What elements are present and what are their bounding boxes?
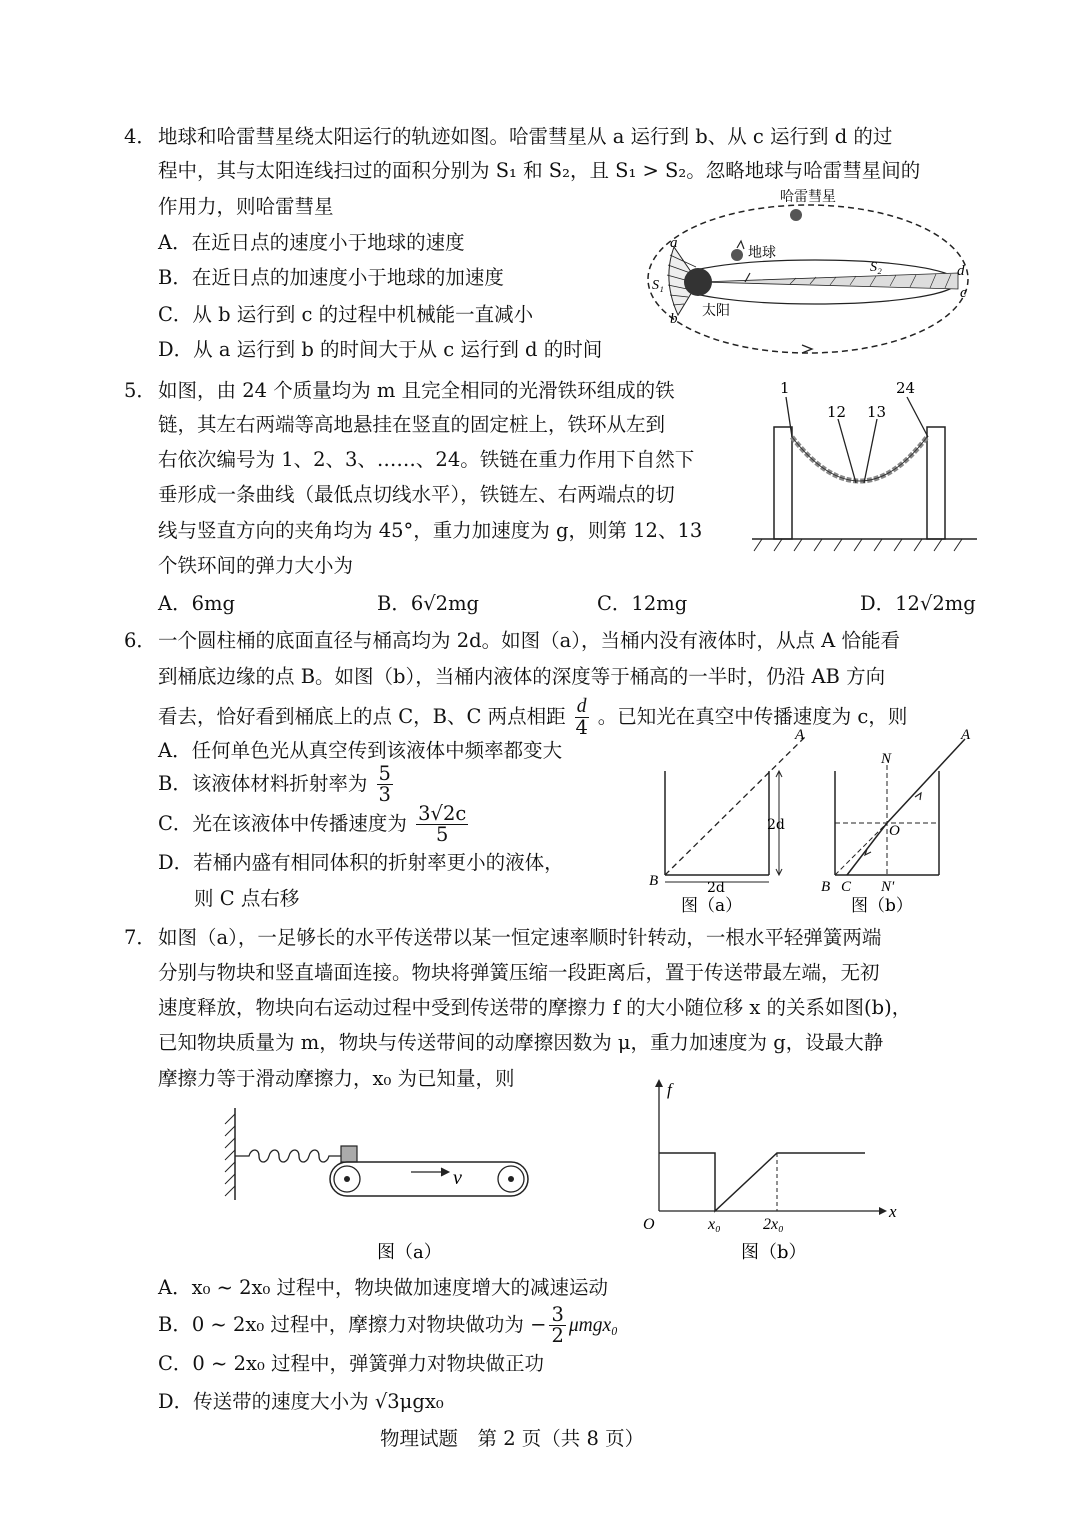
q7-option-a: A．x₀ ~ 2x₀ 过程中，物块做加速度增大的减速运动 [158,1276,609,1299]
q6-stem-line1: 一个圆柱桶的底面直径与桶高均为 2d。如图（a），当桶内没有液体时，从点 A 恰能看 [158,629,900,652]
q6b-label-n: N [881,751,892,767]
q7-option-b-fraction [549,1305,565,1346]
q7-fig-a-caption: 图（a） [377,1242,442,1263]
q6-option-a: A．任何单色光从真空传到该液体中频率都变大 [158,739,563,762]
comet-icon [790,209,802,221]
q6-option-b [158,764,396,805]
q6-option-c [158,804,471,845]
q7-option-b-post: μmgx₀ [568,1315,618,1336]
q7-label-f: f [667,1080,672,1099]
q4-orbit-figure [640,185,980,360]
q5-option-b: B．6√2mg [377,592,480,615]
q7-option-c: C．0 ~ 2x₀ 过程中，弹簧弹力对物块做正功 [158,1352,544,1375]
q4-stem-line1: 地球和哈雷彗星绕太阳运行的轨迹如图。哈雷彗星从 a 运行到 b、从 c 运行到 d 的过 [158,125,893,148]
q7-stem-line2: 分别与物块和竖直墙面连接。物块将弹簧压缩一段距离后，置于传送带最左端，无初 [158,961,880,984]
q7-label-o: O [643,1216,655,1233]
q7-friction-curve [659,1153,865,1211]
q6b-label-b: B [821,879,831,895]
q5-option-a: A．6mg [158,592,235,615]
q5-stem-line5: 线与竖直方向的夹角均为 45°，重力加速度为 g，则第 12、13 [158,519,703,542]
q6b-label-c: C [841,879,852,895]
q5-stem-line4: 垂形成一条曲线（最低点切线水平），铁链左、右两端点的切 [158,483,675,506]
q6-option-d-line2: 则 C 点右移 [194,887,300,910]
q7-stem-line5: 摩擦力等于滑动摩擦力，x₀ 为已知量，则 [158,1067,515,1090]
q5-label-24: 24 [896,379,916,397]
q6-line3-fraction [575,697,589,738]
q6b-label-a: A [961,727,971,743]
q4-option-c: C．从 b 运行到 c 的过程中机械能一直减小 [158,303,534,326]
q7-stem-line3: 速度释放，物块向右运动过程中受到传送带的摩擦力 f 的大小随位移 x 的关系如图(b)， [158,996,912,1019]
q7-b-den: 2 [551,1324,564,1347]
q4-label-earth: 地球 [748,245,776,261]
q7-figure-a [215,1108,535,1268]
q4-label-s2: S₂ [870,260,882,275]
q6a-label-w: 2d [707,880,725,896]
q6-figure-b [815,725,985,920]
q6-stem-line2: 到桶底边缘的点 B。如图（b），当桶内液体的深度等于桶高的一半时，仍沿 AB 方向 [158,665,886,688]
q4-label-a: a [670,235,678,251]
q6-option-b-pre: B．该液体材料折射率为 [158,772,368,795]
q7-stem-line4: 已知物块质量为 m，物块与传送带间的动摩擦因数为 μ，重力加速度为 g，设最大静 [158,1031,884,1054]
q7-option-b [158,1305,618,1346]
q6-b-den: 3 [378,783,391,806]
q5-stem-line1: 如图，由 24 个质量均为 m 且完全相同的光滑铁环组成的铁 [158,379,675,402]
q7-label-x: x [889,1202,897,1221]
q7-stem-line1: 如图（a），一足够长的水平传送带以某一恒定速率顺时针转动，一根水平轻弹簧两端 [158,926,882,949]
q6a-label-a: A [795,727,805,743]
q6-line3-pre: 看去，恰好看到桶底上的点 C，B、C 两点相距 [158,705,566,728]
q4-option-d: D．从 a 运行到 b 的时间大于从 c 运行到 d 的时间 [158,338,603,361]
q5-number: 5． [124,379,156,402]
q7-fig-b-caption: 图（b） [741,1242,807,1263]
q6-figure-a [645,725,805,920]
q5-stem-line2: 链，其左右两端等高地悬挂在竖直的固定桩上，铁环从左到 [158,413,666,436]
q7-label-x0: x₀ [708,1216,721,1233]
q6-option-c-fraction [416,804,468,845]
q6-fig-a-caption: 图（a） [681,896,743,916]
q6-frac-num: d [576,696,587,717]
q7-block [341,1146,357,1162]
q5-chain-figure [752,375,987,555]
q4-label-c: c [960,285,967,301]
q6-c-den: 5 [436,823,449,846]
q6b-label-o: O [889,823,900,839]
q7-option-b-pre: B．0 ~ 2x₀ 过程中，摩擦力对物块做功为 − [158,1313,547,1336]
q6-frac-den: 4 [575,716,588,739]
q6-fig-b-caption: 图（b） [851,896,913,916]
sun-icon [684,268,712,296]
q6-line3-post: 。已知光在真空中传播速度为 c，则 [597,705,908,728]
q7-figure-b [635,1075,910,1270]
q6-option-d-line1: D．若桶内盛有相同体积的折射率更小的液体， [158,851,564,874]
q4-stem-line2: 程中，其与太阳连线扫过的面积分别为 S₁ 和 S₂，且 S₁ > S₂。忽略地球与哈雷彗星间的 [158,159,921,182]
q6-number: 6． [124,629,156,652]
q7-b-num: 3 [551,1303,564,1326]
q7-option-d: D．传送带的速度大小为 √3μgx₀ [158,1390,444,1413]
earth-icon [731,249,743,261]
q7-number: 7． [124,926,156,949]
q5-label-13: 13 [867,403,887,421]
q6-c-num: 3√2c [418,802,467,825]
q5-option-c: C．12mg [597,592,688,615]
q6a-label-b: B [649,873,659,889]
q4-label-b: b [670,311,678,327]
q5-stem-line6: 个铁环间的弹力大小为 [158,554,354,577]
page-footer: 物理试题 第 2 页（共 8 页） [380,1427,645,1450]
q4-label-sun: 太阳 [702,303,730,319]
q6a-label-h: 2d [767,817,785,833]
q4-number: 4． [124,125,156,148]
q4-label-d: d [957,263,965,279]
q5-stem-line3: 右依次编号为 1、2、3、……、24。铁链在重力作用下自然下 [158,448,695,471]
q4-label-comet: 哈雷彗星 [780,189,836,205]
q4-stem-line3: 作用力，则哈雷彗星 [158,195,334,218]
q6-option-b-fraction [377,764,393,805]
q6-b-num: 5 [378,762,391,785]
q5-option-d: D．12√2mg [860,592,976,615]
q7-label-v: v [453,1167,462,1189]
q5-label-1: 1 [780,379,790,397]
q4-option-b: B．在近日点的加速度小于地球的加速度 [158,266,504,289]
q7-label-2x0: 2x₀ [763,1216,784,1233]
q4-label-s1: S₁ [652,278,664,293]
q6b-label-n2: N' [881,879,895,895]
q4-option-a: A．在近日点的速度小于地球的速度 [158,231,465,254]
q5-label-12: 12 [827,403,847,421]
q6-option-c-pre: C．光在该液体中传播速度为 [158,812,407,835]
